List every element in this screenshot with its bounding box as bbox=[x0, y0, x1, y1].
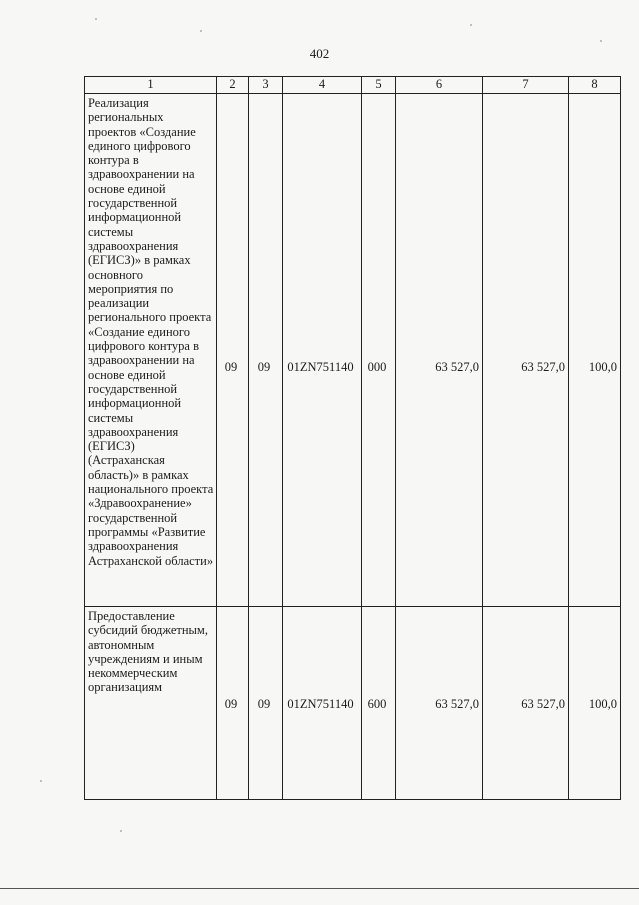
target-article-cell bbox=[283, 607, 362, 800]
scan-speck bbox=[120, 830, 122, 832]
subsection-value: 09 bbox=[257, 697, 271, 711]
section-value: 09 bbox=[224, 360, 238, 374]
percent-value: 100,0 bbox=[588, 697, 617, 711]
subsection-value: 09 bbox=[257, 360, 271, 374]
column-header-4: 4 bbox=[283, 77, 362, 94]
target-article-value: 01ZN751140 bbox=[287, 360, 354, 374]
amount-cell-6 bbox=[396, 94, 483, 607]
column-header-6: 6 bbox=[396, 77, 483, 94]
column-header-7: 7 bbox=[483, 77, 569, 94]
amount-value-7: 63 527,0 bbox=[521, 360, 565, 374]
row-description: Предоставление субсидий бюджетным, автономным учреждениям и иным некоммерческим организациям bbox=[85, 607, 217, 800]
amount-cell-6 bbox=[396, 607, 483, 800]
amount-value-6: 63 527,0 bbox=[435, 360, 479, 374]
column-header-2: 2 bbox=[217, 77, 249, 94]
expense-type-value: 600 bbox=[367, 697, 387, 711]
expense-type-cell bbox=[362, 607, 396, 800]
target-article-cell bbox=[283, 94, 362, 607]
section-cell bbox=[217, 607, 249, 800]
scan-speck bbox=[95, 18, 97, 20]
amount-cell-7 bbox=[483, 607, 569, 800]
section-cell bbox=[217, 94, 249, 607]
column-header-8: 8 bbox=[569, 77, 621, 94]
scan-speck bbox=[600, 40, 602, 42]
subsection-cell bbox=[249, 607, 283, 800]
table-row bbox=[85, 94, 621, 607]
page-number: 402 bbox=[309, 46, 330, 61]
expense-type-value: 000 bbox=[367, 360, 387, 374]
expense-type-cell bbox=[362, 94, 396, 607]
scan-speck bbox=[40, 780, 42, 782]
amount-cell-7 bbox=[483, 94, 569, 607]
subsection-cell bbox=[249, 94, 283, 607]
target-article-value: 01ZN751140 bbox=[287, 697, 354, 711]
percent-cell bbox=[569, 94, 621, 607]
table-header-row bbox=[85, 77, 621, 94]
amount-value-6: 63 527,0 bbox=[435, 697, 479, 711]
scan-speck bbox=[470, 24, 472, 26]
table-row bbox=[85, 607, 621, 800]
scan-edge-line bbox=[0, 888, 639, 889]
column-header-1: 1 bbox=[85, 77, 217, 94]
percent-value: 100,0 bbox=[588, 360, 617, 374]
column-header-5: 5 bbox=[362, 77, 396, 94]
row-description: Реализация региональных проектов «Создание единого цифрового контура в здравоохранении на основе единой государственной информационной системы здравоохранения (ЕГИСЗ)» в рамках основного мероприятия по реализации регионального проекта «Создание единого цифрового контура в здравоохранении на основе единой государственной информационной системы здравоохранения (ЕГИСЗ) (Астраханская область)» в рамках национального проекта «Здравоохранение» государственной программы «Развитие здравоохранения Астраханской области» bbox=[85, 94, 217, 607]
scan-speck bbox=[200, 30, 202, 32]
percent-cell bbox=[569, 607, 621, 800]
budget-table bbox=[84, 76, 621, 800]
section-value: 09 bbox=[224, 697, 238, 711]
amount-value-7: 63 527,0 bbox=[521, 697, 565, 711]
column-header-3: 3 bbox=[249, 77, 283, 94]
